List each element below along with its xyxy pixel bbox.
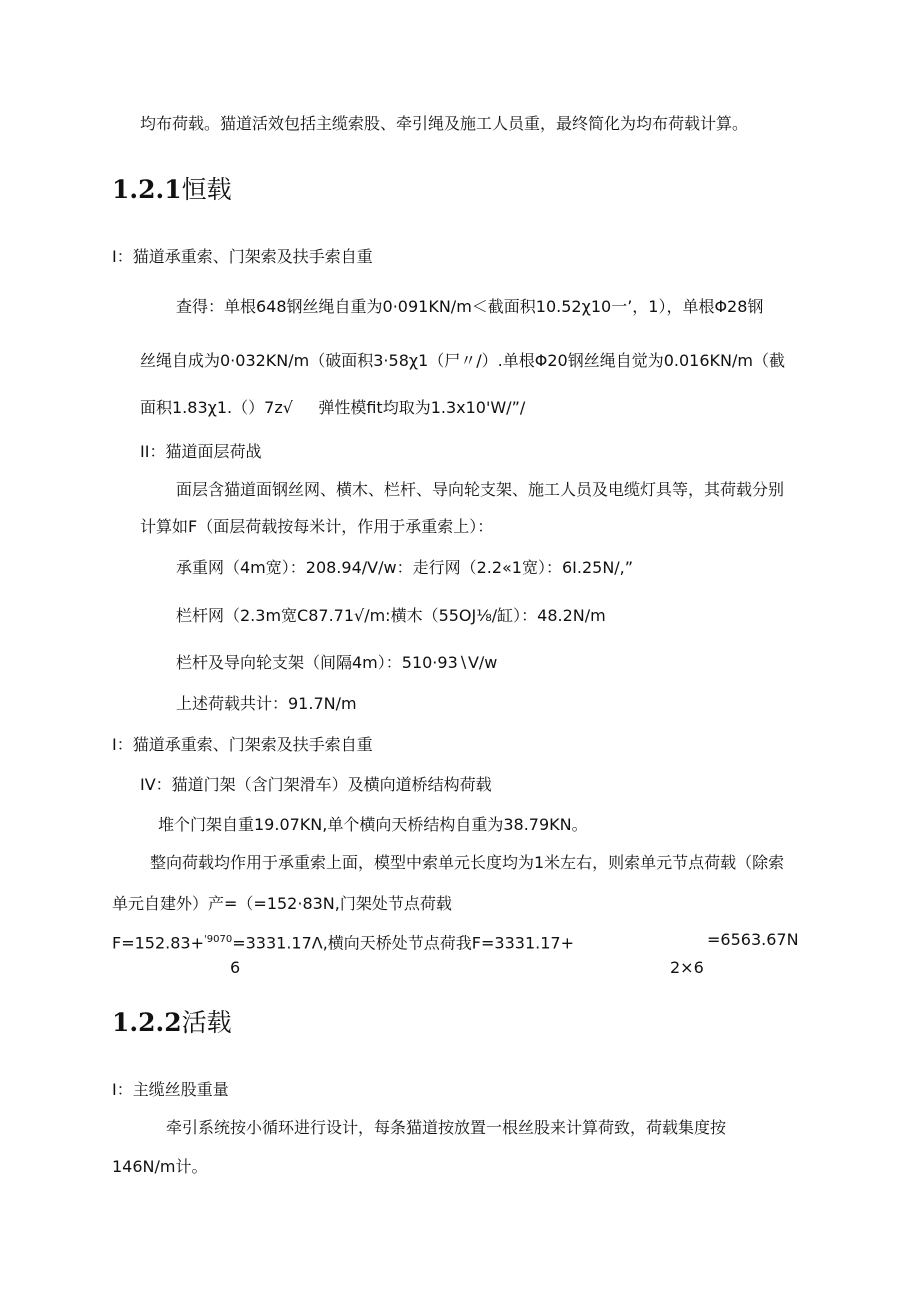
section-heading-1-2-2 <box>112 1008 232 1038</box>
item-2-intro-line: 面层含猫道面钢丝网、横木、栏杆、导向轮支架、施工人员及电缆灯具等，其荷载分别 <box>176 480 785 499</box>
formula-superscript: '9070 <box>204 934 233 945</box>
live-load-heading: I：主缆丝股重量 <box>112 1080 229 1099</box>
formula-lead: F=152.83+ <box>112 933 204 953</box>
intro-paragraph: 均布荷载。猫道活效包括主缆索股、牵引绳及施工人员重，最终简化为均布荷载计算。 <box>140 114 749 133</box>
formula-denominator: 6 <box>230 958 241 977</box>
item-4-line: 单元自建外）产=（=152·83N,门架处节点荷载 <box>112 894 452 913</box>
item-3-heading: I：猫道承重索、门架索及扶手索自重 <box>112 735 373 754</box>
live-load-line: 146N∕m计。 <box>112 1157 208 1176</box>
formula-line <box>112 930 574 953</box>
load-item: 承重网（4m宽）：208.94∕V∕w：走行网（2.2«1宽）：6I.25N/,” <box>176 558 634 577</box>
formula-result: =6563.67N <box>707 930 799 949</box>
formula-denominator: 2×6 <box>670 958 704 977</box>
item-1-line: 面积1.83χ1.（）7z√ 弹性模fit均取为1.3x10'W/”/ <box>140 398 526 417</box>
item-4-heading: IV：猫道门架（含门架滑车）及横向道桥结构荷载 <box>140 775 492 794</box>
item-1-heading: I：猫道承重索、门架索及扶手索自重 <box>112 247 373 266</box>
section-title: 活载 <box>181 1008 232 1037</box>
load-item: 栏杆网（2.3m宽C87.71√∕m:横木（55OJ⅛∕缸）：48.2N∕m <box>176 606 606 625</box>
formula-mid: =3331.17Λ,横向天桥处节点荷我F=3331.17+ <box>232 933 574 953</box>
load-total: 上述荷载共计：91.7N∕m <box>176 694 357 713</box>
item-1-line: 查得：单根648钢丝绳自重为0·091KN∕m＜截面积10.52χ10一’，1），单根Φ28钢 <box>176 297 764 316</box>
item-2-intro-line: 计算如F（面层荷载按每米计，作用于承重索上）： <box>140 517 494 536</box>
item-4-line: 堆个门架自重19.07KN,单个横向天桥结构自重为38.79KN。 <box>158 815 588 834</box>
item-2-heading: II：猫道面层荷战 <box>140 442 262 461</box>
item-1-line: 丝绳自成为0·032KN∕m（破面积3·58χ1（尸〃/）.单根Φ20钢丝绳自觉为0.016KN∕m（截 <box>140 351 785 370</box>
load-item: 栏杆及导向轮支架（间隔4m）：510·93∖V∕w <box>176 653 498 672</box>
section-number: 1.2.1 <box>112 175 182 204</box>
item-4-line: 整向荷载均作用于承重索上面，模型中索单元长度均为1米左右，则索单元节点荷载（除索 <box>150 853 785 872</box>
section-heading-1-2-1 <box>112 175 232 205</box>
section-title: 恒载 <box>181 175 232 204</box>
live-load-line: 牵引系统按小循环进行设计，每条猫道按放置一根丝股来计算荷致，荷载集度按 <box>166 1118 727 1137</box>
section-number: 1.2.2 <box>112 1008 182 1037</box>
